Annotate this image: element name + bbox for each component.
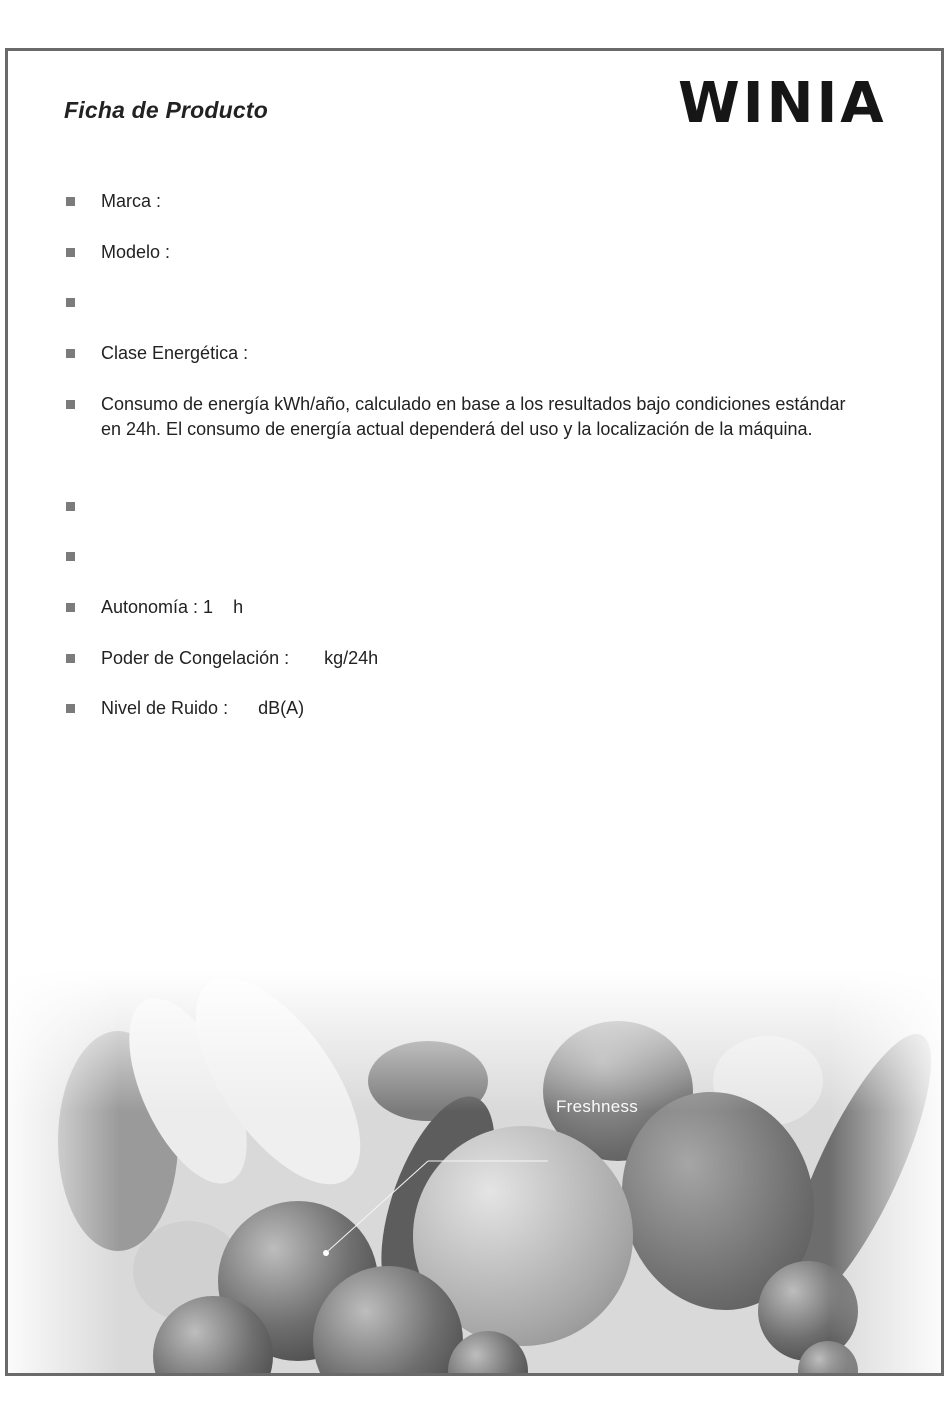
spec-text: Consumo de energía kWh/año, calculado en base a los resultados bajo condiciones estándar en 24h. El consumo de energía actual dependerá del uso y la localización de la máquina. bbox=[101, 394, 846, 439]
brand-logo: WINIA bbox=[678, 71, 887, 136]
product-sheet-frame bbox=[5, 48, 944, 1376]
bullet-icon bbox=[66, 197, 75, 206]
page-title: Ficha de Producto bbox=[64, 97, 269, 123]
spec-text: Marca : bbox=[101, 191, 162, 211]
bullet-icon bbox=[66, 502, 75, 511]
bullet-icon bbox=[66, 349, 75, 358]
photo-caption: Freshness bbox=[556, 1097, 639, 1116]
vegetables-photo bbox=[8, 971, 941, 1373]
bullet-icon bbox=[66, 400, 75, 409]
bullet-icon bbox=[66, 248, 75, 257]
spec-text: Modelo : bbox=[101, 242, 171, 262]
bullet-icon bbox=[66, 603, 75, 612]
bullet-icon bbox=[66, 298, 75, 307]
bullet-icon bbox=[66, 552, 75, 561]
spec-text: Nivel de Ruido : dB(A) bbox=[101, 698, 305, 718]
spec-text: Poder de Congelación : kg/24h bbox=[101, 648, 379, 668]
spec-text: Clase Energética : bbox=[101, 343, 249, 363]
bullet-icon bbox=[66, 654, 75, 663]
spec-text: Autonomía : 1 h bbox=[101, 597, 244, 617]
bullet-icon bbox=[66, 704, 75, 713]
